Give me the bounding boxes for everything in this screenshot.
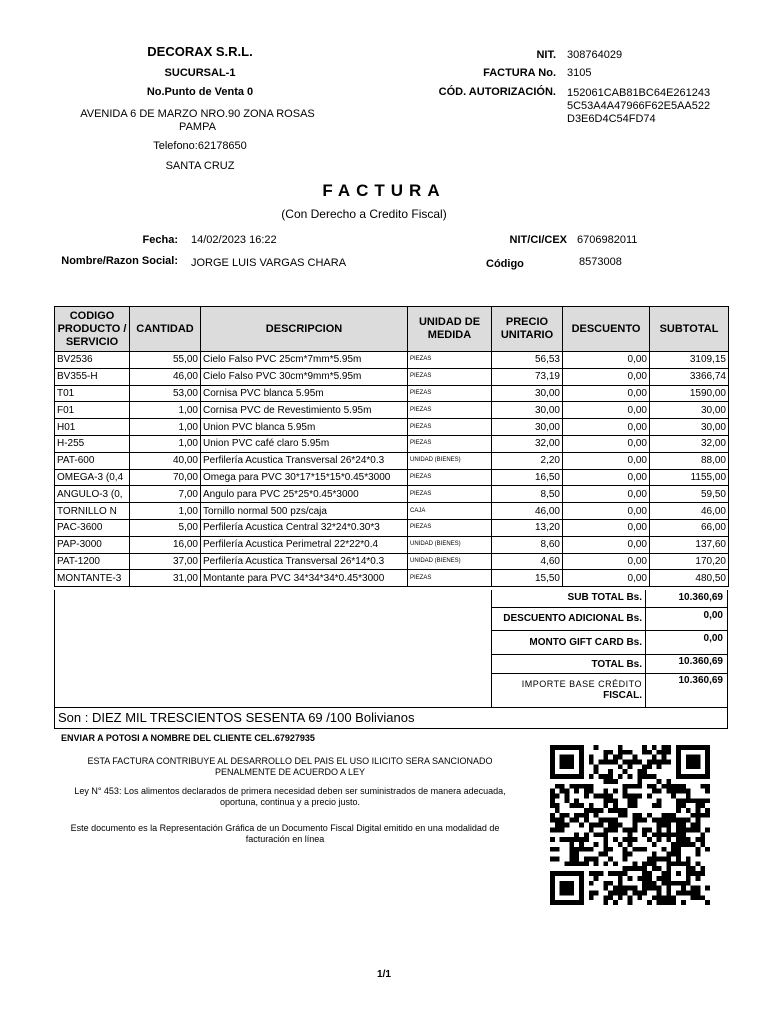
cell-description: Perfilería Acustica Transversal 26*24*0.3 xyxy=(201,452,408,469)
fiscal-base-row xyxy=(491,673,727,708)
items-table xyxy=(54,306,729,587)
cell-quantity: 55,00 xyxy=(130,352,201,369)
cell-unit-price: 8,50 xyxy=(492,486,563,503)
cell-code: PAP-3000 xyxy=(55,536,130,553)
header-unit: UNIDAD DE MEDIDA xyxy=(408,307,492,352)
cell-subtotal: 480,50 xyxy=(650,570,729,587)
cell-description: Union PVC blanca 5.95m xyxy=(201,419,408,436)
cell-subtotal: 59,50 xyxy=(650,486,729,503)
header-unit-price: PRECIO UNITARIO xyxy=(492,307,563,352)
cell-unit: PIEZAS xyxy=(408,368,492,385)
total-value: 10.360,69 xyxy=(678,656,723,667)
fiscal-base-label xyxy=(491,674,646,708)
fiscal-base-value: 10.360,69 xyxy=(678,675,723,686)
header-quantity: CANTIDAD xyxy=(130,307,201,352)
total-row xyxy=(491,654,727,674)
cell-code: F01 xyxy=(55,402,130,419)
cell-description: Perfilería Acustica Perimetral 22*22*0.4 xyxy=(201,536,408,553)
nit-value: 308764029 xyxy=(567,49,623,61)
cell-discount: 0,00 xyxy=(563,368,650,385)
cell-subtotal: 66,00 xyxy=(650,519,729,536)
table-row xyxy=(55,402,729,419)
discount-value: 0,00 xyxy=(703,610,723,621)
cell-unit-price: 46,00 xyxy=(492,503,563,520)
company-address: AVENIDA 6 DE MARZO NRO.90 ZONA ROSAS PAMPA xyxy=(80,108,315,133)
cell-discount: 0,00 xyxy=(563,503,650,520)
cell-description: Tornillo normal 500 pzs/caja xyxy=(201,503,408,520)
cell-subtotal: 1155,00 xyxy=(650,469,729,486)
cell-quantity: 46,00 xyxy=(130,368,201,385)
cell-unit-price: 30,00 xyxy=(492,402,563,419)
cell-discount: 0,00 xyxy=(563,352,650,369)
cell-description: Union PVC café claro 5.95m xyxy=(201,435,408,452)
cell-unit-price: 32,00 xyxy=(492,435,563,452)
discount-row xyxy=(491,607,727,631)
cell-code: BV2536 xyxy=(55,352,130,369)
cell-description: Angulo para PVC 25*25*0.45*3000 xyxy=(201,486,408,503)
table-row xyxy=(55,352,729,369)
table-row xyxy=(55,469,729,486)
cell-unit-price: 2,20 xyxy=(492,452,563,469)
cell-unit: UNIDAD (BIENES) xyxy=(408,553,492,570)
cell-subtotal: 30,00 xyxy=(650,402,729,419)
document-title: FACTURA xyxy=(322,181,446,200)
cell-code: PAC-3600 xyxy=(55,519,130,536)
authorization-line: 5C53A4A47966F62E5AA522 xyxy=(567,100,711,112)
cell-unit-price: 73,19 xyxy=(492,368,563,385)
table-row xyxy=(55,570,729,587)
cell-unit: PIEZAS xyxy=(408,419,492,436)
table-row xyxy=(55,385,729,402)
cell-unit-price: 8,60 xyxy=(492,536,563,553)
authorization-label: CÓD. AUTORIZACIÓN. xyxy=(438,86,556,98)
cell-unit-price: 30,00 xyxy=(492,385,563,402)
cell-quantity: 37,00 xyxy=(130,553,201,570)
cell-code: PAT-1200 xyxy=(55,553,130,570)
header-description: DESCRIPCION xyxy=(201,307,408,352)
table-row xyxy=(55,553,729,570)
cell-discount: 0,00 xyxy=(563,570,650,587)
cell-discount: 0,00 xyxy=(563,553,650,570)
cell-unit: PIEZAS xyxy=(408,519,492,536)
cell-code: OMEGA-3 (0,4 xyxy=(55,469,130,486)
cell-unit: UNIDAD (BIENES) xyxy=(408,452,492,469)
qr-code xyxy=(550,743,710,907)
company-city: SANTA CRUZ xyxy=(165,160,235,172)
cell-unit-price: 13,20 xyxy=(492,519,563,536)
cell-code: T01 xyxy=(55,385,130,402)
table-row xyxy=(55,452,729,469)
gift-card-value: 0,00 xyxy=(703,633,723,644)
cell-code: TORNILLO N xyxy=(55,503,130,520)
cell-code: H01 xyxy=(55,419,130,436)
amount-in-words: Son : DIEZ MIL TRESCIENTOS SESENTA 69 /100 Bolivianos xyxy=(54,707,728,729)
cell-unit-price: 16,50 xyxy=(492,469,563,486)
cell-unit-price: 4,60 xyxy=(492,553,563,570)
table-header-row xyxy=(55,307,729,352)
cell-subtotal: 32,00 xyxy=(650,435,729,452)
fiscal-base-label-line: IMPORTE BASE CRÉDITO xyxy=(521,679,642,689)
cell-unit: PIEZAS xyxy=(408,469,492,486)
cell-description: Cornisa PVC de Revestimiento 5.95m xyxy=(201,402,408,419)
cell-description: Omega para PVC 30*17*15*15*0.45*3000 xyxy=(201,469,408,486)
cell-discount: 0,00 xyxy=(563,519,650,536)
cell-unit-price: 30,00 xyxy=(492,419,563,436)
header-subtotal: SUBTOTAL xyxy=(650,307,729,352)
customer-code-value: 8573008 xyxy=(579,256,622,268)
cell-code: H-255 xyxy=(55,435,130,452)
table-row xyxy=(55,435,729,452)
authorization-line: 152061CAB81BC64E261243 xyxy=(567,87,711,99)
cell-code: PAT-600 xyxy=(55,452,130,469)
table-row xyxy=(55,419,729,436)
cell-code: BV355-H xyxy=(55,368,130,385)
table-row xyxy=(55,368,729,385)
cell-unit: PIEZAS xyxy=(408,402,492,419)
table-row xyxy=(55,536,729,553)
cell-discount: 0,00 xyxy=(563,486,650,503)
cell-quantity: 1,00 xyxy=(130,419,201,436)
delivery-note: ENVIAR A POTOSI A NOMBRE DEL CLIENTE CEL.67927935 xyxy=(61,733,315,743)
table-row xyxy=(55,503,729,520)
customer-name-label: Nombre/Razon Social: xyxy=(61,255,178,267)
date-label: Fecha: xyxy=(142,234,178,246)
point-of-sale: No.Punto de Venta 0 xyxy=(146,86,254,98)
cell-code: ANGULO-3 (0, xyxy=(55,486,130,503)
table-row xyxy=(55,519,729,536)
nit-label: NIT. xyxy=(536,49,556,61)
legal-note-2: Ley N° 453: Los alimentos declarados de primera necesidad deben ser suministrados de manera adecuada, oportuna, continua y a precio justo. xyxy=(74,786,506,807)
cell-discount: 0,00 xyxy=(563,469,650,486)
totals-section xyxy=(54,590,728,708)
cell-quantity: 53,00 xyxy=(130,385,201,402)
authorization-code xyxy=(567,87,727,126)
cell-quantity: 1,00 xyxy=(130,503,201,520)
cell-unit: CAJA xyxy=(408,503,492,520)
legal-note-1: ESTA FACTURA CONTRIBUYE AL DESARROLLO DEL PAIS EL USO ILICITO SERA SANCIONADO PENALMENTE DE ACUERDO A LEY xyxy=(87,756,493,777)
cell-code: MONTANTE-3 xyxy=(55,570,130,587)
cell-unit: PIEZAS xyxy=(408,570,492,587)
cell-unit-price: 15,50 xyxy=(492,570,563,587)
company-phone: Telefono:62178650 xyxy=(153,140,247,152)
customer-nit-value: 6706982011 xyxy=(577,234,638,246)
cell-subtotal: 30,00 xyxy=(650,419,729,436)
subtotal-value: 10.360,69 xyxy=(678,592,723,603)
cell-description: Perfilería Acustica Central 32*24*0.30*3 xyxy=(201,519,408,536)
company-name: DECORAX S.R.L. xyxy=(147,44,253,59)
invoice-number-label: FACTURA No. xyxy=(483,67,556,79)
customer-nit-label: NIT/CI/CEX xyxy=(509,234,567,246)
cell-description: Montante para PVC 34*34*34*0.45*3000 xyxy=(201,570,408,587)
cell-subtotal: 137,60 xyxy=(650,536,729,553)
cell-quantity: 1,00 xyxy=(130,435,201,452)
cell-discount: 0,00 xyxy=(563,385,650,402)
customer-code-label: Código xyxy=(486,258,524,270)
cell-unit: PIEZAS xyxy=(408,435,492,452)
cell-subtotal: 170,20 xyxy=(650,553,729,570)
cell-discount: 0,00 xyxy=(563,452,650,469)
cell-discount: 0,00 xyxy=(563,536,650,553)
cell-unit: PIEZAS xyxy=(408,352,492,369)
legal-note-3: Este documento es la Representación Gráfica de un Documento Fiscal Digital emitido en una modalidad de facturación en línea xyxy=(70,823,500,844)
cell-subtotal: 3109,15 xyxy=(650,352,729,369)
customer-name-value: JORGE LUIS VARGAS CHARA xyxy=(191,257,347,269)
cell-description: Perfilería Acustica Transversal 26*14*0.3 xyxy=(201,553,408,570)
cell-subtotal: 1590,00 xyxy=(650,385,729,402)
document-subtitle: (Con Derecho a Credito Fiscal) xyxy=(281,207,447,221)
gift-card-label: MONTO GIFT CARD Bs. xyxy=(491,631,646,655)
cell-quantity: 70,00 xyxy=(130,469,201,486)
cell-subtotal: 46,00 xyxy=(650,503,729,520)
subtotal-row xyxy=(491,590,727,607)
discount-label: DESCUENTO ADICIONAL Bs. xyxy=(491,608,646,631)
cell-quantity: 16,00 xyxy=(130,536,201,553)
fiscal-base-label-line: FISCAL. xyxy=(603,690,642,701)
cell-unit-price: 56,53 xyxy=(492,352,563,369)
cell-description: Cornisa PVC blanca 5.95m xyxy=(201,385,408,402)
branch-name: SUCURSAL-1 xyxy=(164,67,236,79)
table-row xyxy=(55,486,729,503)
cell-unit: PIEZAS xyxy=(408,385,492,402)
page-number: 1/1 xyxy=(377,969,391,980)
subtotal-label: SUB TOTAL Bs. xyxy=(491,590,646,607)
cell-unit: PIEZAS xyxy=(408,486,492,503)
cell-quantity: 5,00 xyxy=(130,519,201,536)
authorization-line: D3E6D4C54FD74 xyxy=(567,113,656,125)
cell-unit: UNIDAD (BIENES) xyxy=(408,536,492,553)
cell-quantity: 31,00 xyxy=(130,570,201,587)
total-label: TOTAL Bs. xyxy=(491,655,646,674)
header-discount: DESCUENTO xyxy=(563,307,650,352)
cell-discount: 0,00 xyxy=(563,435,650,452)
cell-discount: 0,00 xyxy=(563,419,650,436)
cell-quantity: 1,00 xyxy=(130,402,201,419)
invoice-number-value: 3105 xyxy=(567,67,592,79)
date-value: 14/02/2023 16:22 xyxy=(191,234,277,246)
gift-card-row xyxy=(491,630,727,655)
cell-quantity: 7,00 xyxy=(130,486,201,503)
cell-subtotal: 88,00 xyxy=(650,452,729,469)
cell-description: Cielo Falso PVC 25cm*7mm*5.95m xyxy=(201,352,408,369)
cell-quantity: 40,00 xyxy=(130,452,201,469)
cell-description: Cielo Falso PVC 30cm*9mm*5.95m xyxy=(201,368,408,385)
cell-discount: 0,00 xyxy=(563,402,650,419)
header-code: CODIGO PRODUCTO / SERVICIO xyxy=(55,307,130,352)
cell-subtotal: 3366,74 xyxy=(650,368,729,385)
